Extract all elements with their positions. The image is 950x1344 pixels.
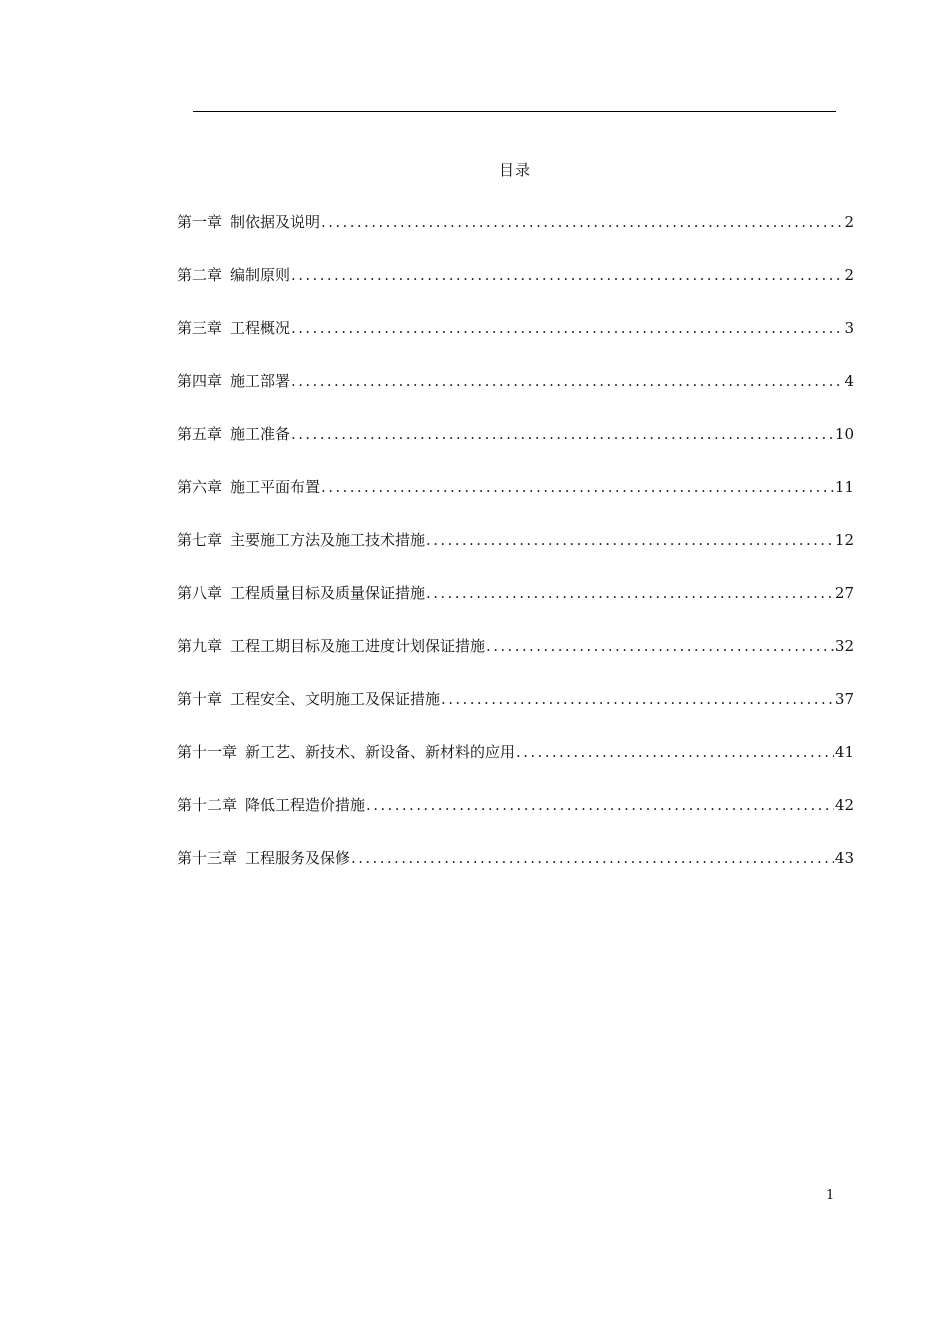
toc-entry[interactable] xyxy=(177,475,854,528)
toc-page-number: 3 xyxy=(844,319,854,337)
toc-chapter-label: 第一章 xyxy=(177,213,223,231)
toc-heading: 工程概况 xyxy=(230,319,291,337)
toc-chapter-label: 第五章 xyxy=(177,425,223,443)
toc-page-number: 2 xyxy=(844,213,854,231)
toc-entry[interactable] xyxy=(177,740,854,793)
toc-heading: 制依据及说明 xyxy=(230,213,321,231)
toc-leader-dots xyxy=(516,740,834,764)
toc-heading: 工程质量目标及质量保证措施 xyxy=(230,584,426,602)
toc-page-number: 32 xyxy=(834,637,854,655)
toc-leader-dots xyxy=(321,210,843,234)
table-of-contents xyxy=(177,210,854,899)
footer-page-number: 1 xyxy=(826,1188,835,1203)
toc-chapter-label: 第十三章 xyxy=(177,849,238,867)
toc-chapter-label: 第九章 xyxy=(177,637,223,655)
toc-chapter-label: 第二章 xyxy=(177,266,223,284)
toc-entry[interactable] xyxy=(177,793,854,846)
page-title: 目录 xyxy=(498,161,531,179)
toc-leader-dots xyxy=(291,422,834,446)
toc-leader-dots xyxy=(426,528,834,552)
toc-heading: 编制原则 xyxy=(230,266,291,284)
toc-page-number: 12 xyxy=(834,531,854,549)
toc-entry[interactable] xyxy=(177,846,854,899)
toc-page-number: 42 xyxy=(834,796,854,814)
toc-leader-dots xyxy=(291,316,843,340)
toc-heading: 施工准备 xyxy=(230,425,291,443)
toc-page-number: 27 xyxy=(834,584,854,602)
toc-heading: 新工艺、新技术、新设备、新材料的应用 xyxy=(245,743,516,761)
toc-leader-dots xyxy=(441,687,834,711)
toc-page-number: 41 xyxy=(834,743,854,761)
toc-leader-dots xyxy=(351,846,834,870)
toc-entry[interactable] xyxy=(177,210,854,263)
toc-leader-dots xyxy=(291,263,843,287)
toc-chapter-label: 第七章 xyxy=(177,531,223,549)
toc-page-number: 37 xyxy=(834,690,854,708)
toc-page-number: 11 xyxy=(834,478,854,496)
toc-entry[interactable] xyxy=(177,581,854,634)
toc-entry[interactable] xyxy=(177,316,854,369)
toc-entry[interactable] xyxy=(177,687,854,740)
toc-entry[interactable] xyxy=(177,263,854,316)
toc-heading: 施工部署 xyxy=(230,372,291,390)
toc-page-number: 10 xyxy=(834,425,854,443)
toc-page-number: 2 xyxy=(844,266,854,284)
toc-entry[interactable] xyxy=(177,634,854,687)
toc-chapter-label: 第十一章 xyxy=(177,743,238,761)
toc-chapter-label: 第八章 xyxy=(177,584,223,602)
header-rule xyxy=(193,111,836,112)
toc-heading: 降低工程造价措施 xyxy=(245,796,366,814)
toc-entry[interactable] xyxy=(177,422,854,475)
toc-page-number: 4 xyxy=(844,372,854,390)
toc-chapter-label: 第十章 xyxy=(177,690,223,708)
toc-page-number: 43 xyxy=(834,849,854,867)
toc-heading: 工程安全、文明施工及保证措施 xyxy=(230,690,441,708)
toc-leader-dots xyxy=(426,581,834,605)
toc-entry[interactable] xyxy=(177,369,854,422)
toc-leader-dots xyxy=(321,475,834,499)
toc-chapter-label: 第四章 xyxy=(177,372,223,390)
toc-leader-dots xyxy=(486,634,834,658)
toc-chapter-label: 第十二章 xyxy=(177,796,238,814)
toc-heading: 工程工期目标及施工进度计划保证措施 xyxy=(230,637,486,655)
toc-chapter-label: 第三章 xyxy=(177,319,223,337)
toc-leader-dots xyxy=(366,793,834,817)
toc-entry[interactable] xyxy=(177,528,854,581)
toc-heading: 施工平面布置 xyxy=(230,478,321,496)
toc-heading: 工程服务及保修 xyxy=(245,849,351,867)
toc-leader-dots xyxy=(291,369,843,393)
toc-chapter-label: 第六章 xyxy=(177,478,223,496)
toc-heading: 主要施工方法及施工技术措施 xyxy=(230,531,426,549)
